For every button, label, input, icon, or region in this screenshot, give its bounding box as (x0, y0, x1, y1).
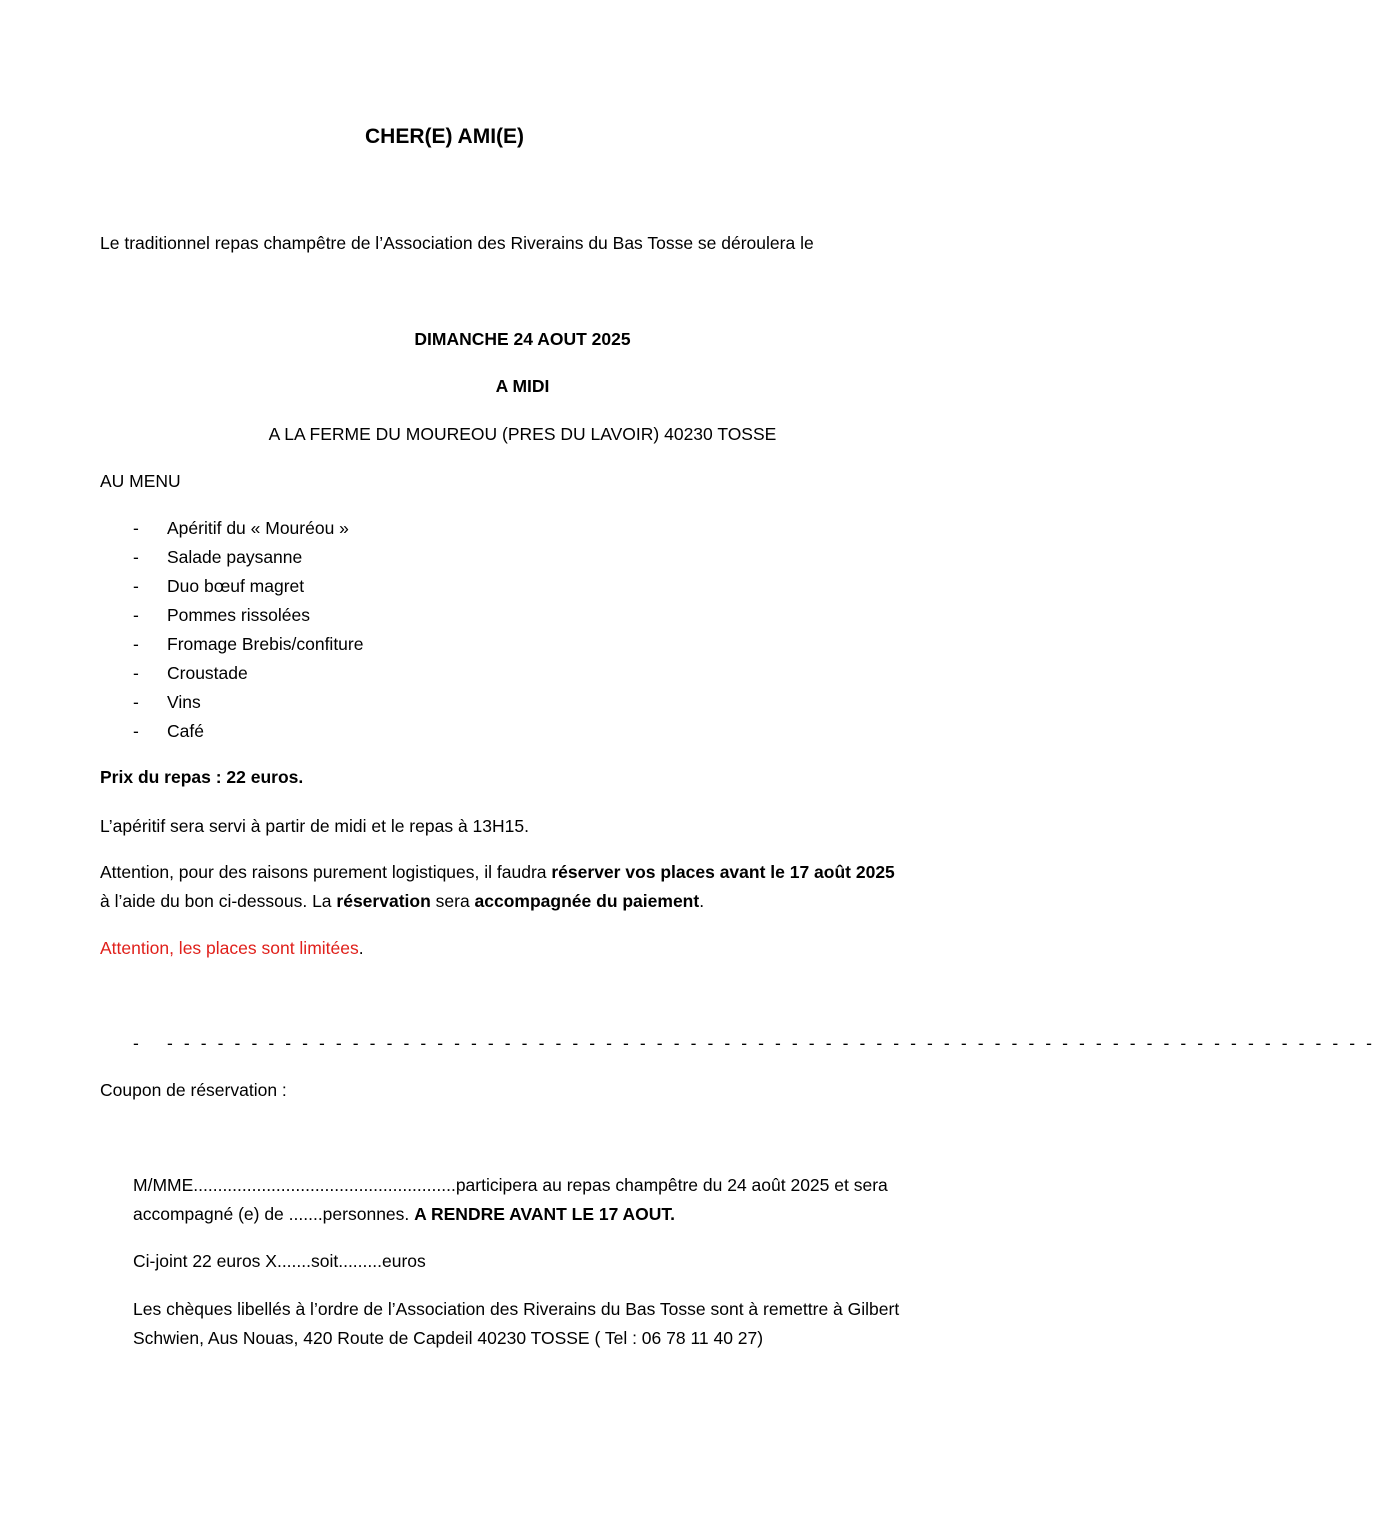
menu-item (0, 604, 1069, 626)
warning-line (100, 937, 364, 959)
menu-item-bullet: - (133, 547, 139, 567)
event-place: A LA FERME DU MOUREOU (PRES DU LAVOIR) 40230 TOSSE (268, 424, 777, 444)
menu-item-bullet: - (133, 605, 139, 625)
menu-item (0, 720, 1069, 742)
menu-item-bullet: - (133, 576, 139, 596)
coupon-line-5: Schwien, Aus Nouas, 420 Route de Capdeil 40230 TOSSE ( Tel : 06 78 11 40 27) (133, 1328, 764, 1348)
price-line: Prix du repas : 22 euros. (100, 767, 304, 787)
event-time: A MIDI (495, 376, 550, 396)
menu-item-bullet: - (133, 634, 139, 654)
menu-item-label: Apéritif du « Mouréou » (167, 518, 349, 538)
warning-end: . (358, 938, 364, 958)
menu-item (0, 691, 1069, 713)
menu-item-label: Salade paysanne (167, 547, 303, 567)
menu-item-bullet: - (133, 692, 139, 712)
menu-item (0, 633, 1069, 655)
attention-reservation: réservation (336, 891, 431, 911)
schedule-line: L’apéritif sera servi à partir de midi et le repas à 13H15. (100, 816, 529, 836)
menu-item-bullet: - (133, 518, 139, 538)
menu-item-bullet: - (133, 663, 139, 683)
coupon-heading: Coupon de réservation : (100, 1080, 287, 1100)
coupon-line-3: Ci-joint 22 euros X.......soit.........euros (133, 1251, 426, 1271)
attention-payment: accompagnée du paiement (474, 891, 700, 911)
cut-line-dashes: - - - - - - - - - - - - - - - - - - - - - - - - - - - - - - - - - - - - - - - - - - - - - - - - - - - - - - - - - - - - - - - - - - - - - - - - (167, 1033, 1375, 1053)
attention-text-1: Attention, pour des raisons purement logistiques, il faudra (100, 862, 552, 882)
menu-item-label: Pommes rissolées (167, 605, 310, 625)
warning-text: Attention, les places sont limitées (100, 938, 359, 958)
menu-item-label: Fromage Brebis/confiture (167, 634, 364, 654)
menu-item-label: Vins (167, 692, 201, 712)
attention-line-1 (100, 861, 895, 883)
menu-item-label: Duo bœuf magret (167, 576, 305, 596)
coupon-line-2 (133, 1203, 675, 1225)
attention-deadline: réserver vos places avant le 17 août 2025 (551, 862, 895, 882)
attention-text-2: à l’aide du bon ci-dessous. La (100, 891, 337, 911)
attention-text-3: sera (430, 891, 475, 911)
menu-item (0, 575, 1069, 597)
attention-end: . (699, 891, 705, 911)
menu-item (0, 662, 1069, 684)
menu-item-bullet: - (133, 721, 139, 741)
intro-paragraph: Le traditionnel repas champêtre de l’Association des Riverains du Bas Tosse se déroulera le (100, 233, 814, 253)
coupon-guests: accompagné (e) de .......personnes. (133, 1204, 415, 1224)
cut-line (0, 1032, 1375, 1054)
event-date: DIMANCHE 24 AOUT 2025 (414, 329, 631, 349)
attention-line-2 (100, 890, 704, 912)
cut-line-bullet: - (133, 1033, 139, 1053)
menu-item-label: Café (167, 721, 204, 741)
menu-item (0, 517, 1069, 539)
menu-heading: AU MENU (100, 471, 181, 491)
menu-item (0, 546, 1069, 568)
coupon-line-4: Les chèques libellés à l’ordre de l’Association des Riverains du Bas Tosse sont à remettre à Gilbert (133, 1299, 900, 1319)
coupon-line-1: M/MME......................................................participera au repas champêtre du 24 août 2025 et sera (133, 1175, 888, 1195)
page-title: CHER(E) AMI(E) (365, 125, 525, 148)
menu-item-label: Croustade (167, 663, 248, 683)
coupon-deadline: A RENDRE AVANT LE 17 AOUT. (414, 1204, 676, 1224)
